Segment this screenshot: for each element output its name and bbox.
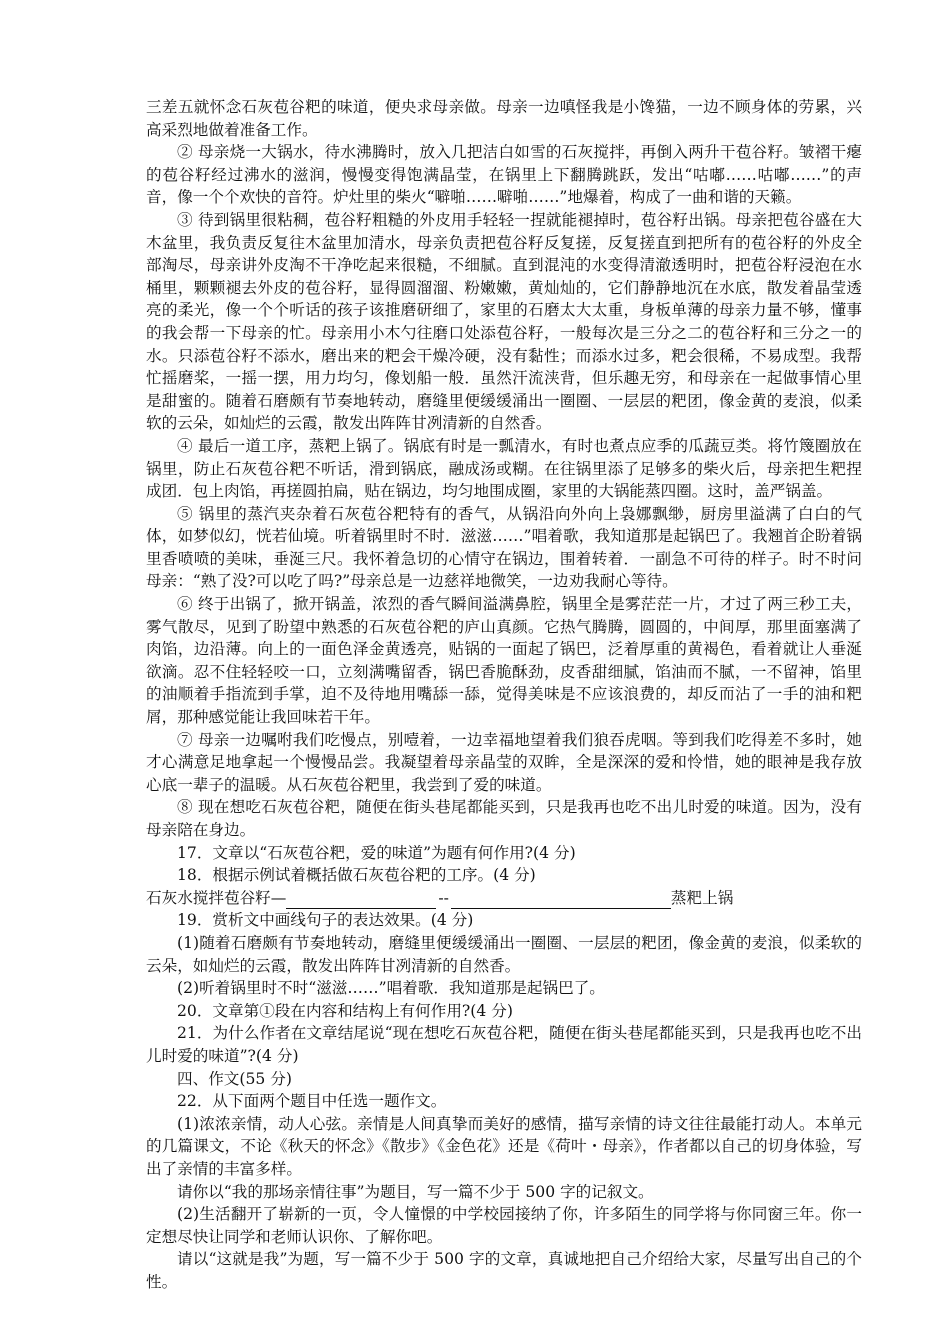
answer-blank-1[interactable] (286, 894, 436, 909)
answer-blank-2[interactable] (451, 894, 671, 909)
composition-option-1-requirement: 请你以“我的那场亲情往事”为题目，写一篇不少于 500 字的记叙文。 (177, 1182, 654, 1201)
paragraph-2: ② 母亲烧一大锅水，待水沸腾时，放入几把洁白如雪的石灰搅拌，再倒入两升干苞谷籽。皱褶干瘪的苞谷籽经过沸水的滋润，慢慢变得饱满晶莹，在锅里上下翻腾跳跃，发出“咕嘟……咕嘟……”的声音，像一个个欢快的音符。炉灶里的柴火“噼啪……噼啪……”地爆着，构成了一曲和谐的天籁。 (146, 143, 862, 207)
paragraph-3-text: ③ 待到锅里很粘稠，苞谷籽粗糙的外皮用手轻轻一捏就能褪掉时，苞谷籽出锅。母亲把苞谷盛在大木盆里，我负责反复往木盆里加清水，母亲负责把苞谷籽反复搓，反复搓直到把所有的苞谷籽的外皮全部淘尽，母亲讲外皮淘不干净吃起来很糙，不细腻。直到混沌的水变得清澈透明时，把苞谷籽浸泡在水桶里，颗颗褪去外皮的苞谷籽，显得圆溜溜、粉嫩嫩，黄灿灿的，它们静静地沉在水底，散发着晶莹透亮的柔光，像一个个听话的孩子该推磨研细了，家里的石磨太大太重，身板单薄的母亲力量不够，懂事的我会帮一下母亲的忙。母亲用小木勺往磨口处添苞谷籽，一般每次是三分之二的苞谷籽和三分之一的水。只添苞谷籽不添水，磨出来的粑会干燥冷硬，没有黏性；而添水过多，粑会很稀，不易成型。我帮忙摇磨桨，一摇一摆，用力均匀，像划船一般．虽然汗流浃背，但乐趣无穷，和母亲在一起做事情心里是甜蜜的。 (146, 210, 862, 410)
paragraph-5 (146, 503, 862, 593)
question-19: 19．赏析文中画线句子的表达效果。(4 分) (177, 911, 474, 930)
underlined-sentence-2: 听着锅里时不时．滋滋……”唱着歌，我知道那是起锅巴了。 (334, 527, 752, 546)
question-21: 21．为什么作者在文章结尾说“现在想吃石灰苞谷粑，随便在街头巷尾都能买到，只是我再也吃不出儿时爱的味道”?(4 分) (146, 1024, 862, 1065)
paragraph-1-continued: 三差五就怀念石灰苞谷粑的味道，便央求母亲做。母亲一边嗔怪我是小馋猫，一边不顾身体的劳累，兴高采烈地做着准备工作。 (146, 98, 862, 139)
process-end: 蒸粑上锅 (670, 888, 734, 907)
question-18-answer-row (146, 887, 862, 910)
composition-option-1: (1)浓浓亲情，动人心弦。亲情是人间真挚而美好的感情，描写亲情的诗文往往最能打动人。本单元的几篇课文，不论《秋天的怀念》《散步》《金色花》还是《荷叶・母亲》，作者都以自己的切身体验，写出了亲情的丰富多样。 (146, 1114, 862, 1178)
paragraph-5-text-a: ⑤ 锅里的蒸汽夹杂着石灰苞谷粑特有的香气，从锅沿向外向上袅娜飘缈，厨房里溢满了白白的气体，如梦似幻，恍若仙境。 (146, 504, 862, 546)
composition-heading: 四、作文(55 分) (177, 1069, 292, 1088)
document-page (146, 96, 862, 1293)
composition-option-2: (2)生活翻开了崭新的一页，令人憧憬的中学校园接纳了你，许多陌生的同学将与你同窗三年。你一定想尽快让同学和老师认识你、了解你吧。 (146, 1205, 862, 1246)
question-20: 20．文章第①段在内容和结构上有何作用?(4 分) (177, 1001, 513, 1020)
paragraph-7: ⑦ 母亲一边嘱咐我们吃慢点，别噎着，一边幸福地望着我们狼吞虎咽。等到我们吃得差不多时，她才心满意足地拿起一个慢慢品尝。我凝望着母亲晶莹的双眸，全是深深的爱和怜惜，她的眼神是我存放心底一辈子的温暖。从石灰苞谷粑里，我尝到了爱的味道。 (146, 730, 862, 794)
paragraph-4: ④ 最后一道工序，蒸粑上锅了。锅底有时是一瓢清水，有时也煮点应季的瓜蔬豆类。将竹篾圈放在锅里，防止石灰苞谷粑不听话，滑到锅底，融成汤或糊。在往锅里添了足够多的柴火后，母亲把生粑捏成团．包上肉馅，再搓圆拍扁，贴在锅边，均匀地围成圈，家里的大锅能蒸四圈。这时，盖严锅盖。 (146, 436, 862, 501)
process-start: 石灰水搅拌苞谷籽— (146, 888, 287, 907)
question-22: 22．从下面两个题目中任选一题作文。 (177, 1092, 447, 1111)
underlined-sentence-1: 随着石磨颇有节奏地转动，磨缝里便缓缓涌出一圈圈、一层层的粑团，像金黄的麦浪，似柔软的云朵，如灿烂的云霞，散发出阵阵甘冽清新的自然香。 (146, 391, 862, 433)
paragraph-5-text-b: 我翘首企盼着锅里香喷喷的美味，垂涎三尺。我怀着急切的心情守在锅边，围着转着．一副急不可待的样子。时不时问母亲：“熟了没?可以吃了吗?”母亲总是一边慈祥地微笑，一边劝我耐心等待。 (146, 527, 862, 591)
question-19-item-1: (1)随着石磨颇有节奏地转动，磨缝里便缓缓涌出一圈圈、一层层的粑团，像金黄的麦浪，似柔软的云朵，如灿烂的云霞，散发出阵阵甘冽清新的自然香。 (146, 933, 862, 975)
question-19-item-2: (2)听着锅里时不时“滋滋……”唱着歌．我知道那是起锅巴了。 (177, 979, 605, 998)
paragraph-6: ⑥ 终于出锅了，掀开锅盖，浓烈的香气瞬间溢满鼻腔，锅里全是雾茫茫一片，才过了两三秒工夫，雾气散尽，见到了盼望中熟悉的石灰苞谷粑的庐山真颜。它热气腾腾，圆圆的，中间厚，那里面塞满了肉馅，边沿薄。向上的一面色泽金黄透亮，贴锅的一面起了锅巴，泛着厚重的黄褐色，看着就让人垂涎欲滴。忍不住轻轻咬一口，立刻满嘴留香，锅巴香脆酥劲，皮香甜细腻，馅油而不腻，一不留神，馅里的油顺着手指流到手掌，迫不及待地用嘴舔一舔，觉得美味是不应该浪费的，却反而沾了一手的油和粑屑，那种感觉能让我回味若干年。 (146, 595, 862, 727)
paragraph-3 (146, 209, 862, 435)
composition-option-2-requirement: 请以“这就是我”为题，写一篇不少于 500 字的文章，真诚地把自己介绍给大家，尽量写出自己的个性。 (146, 1250, 862, 1291)
paragraph-8: ⑧ 现在想吃石灰苞谷粑，随便在街头巷尾都能买到，只是我再也吃不出儿时爱的味道。因为，没有母亲陪在身边。 (146, 798, 862, 839)
question-18: 18．根据示例试着概括做石灰苞谷粑的工序。(4 分) (177, 866, 536, 885)
process-dash: -- (438, 888, 449, 907)
question-17: 17．文章以“石灰苞谷粑，爱的味道”为题有何作用?(4 分) (177, 843, 576, 862)
